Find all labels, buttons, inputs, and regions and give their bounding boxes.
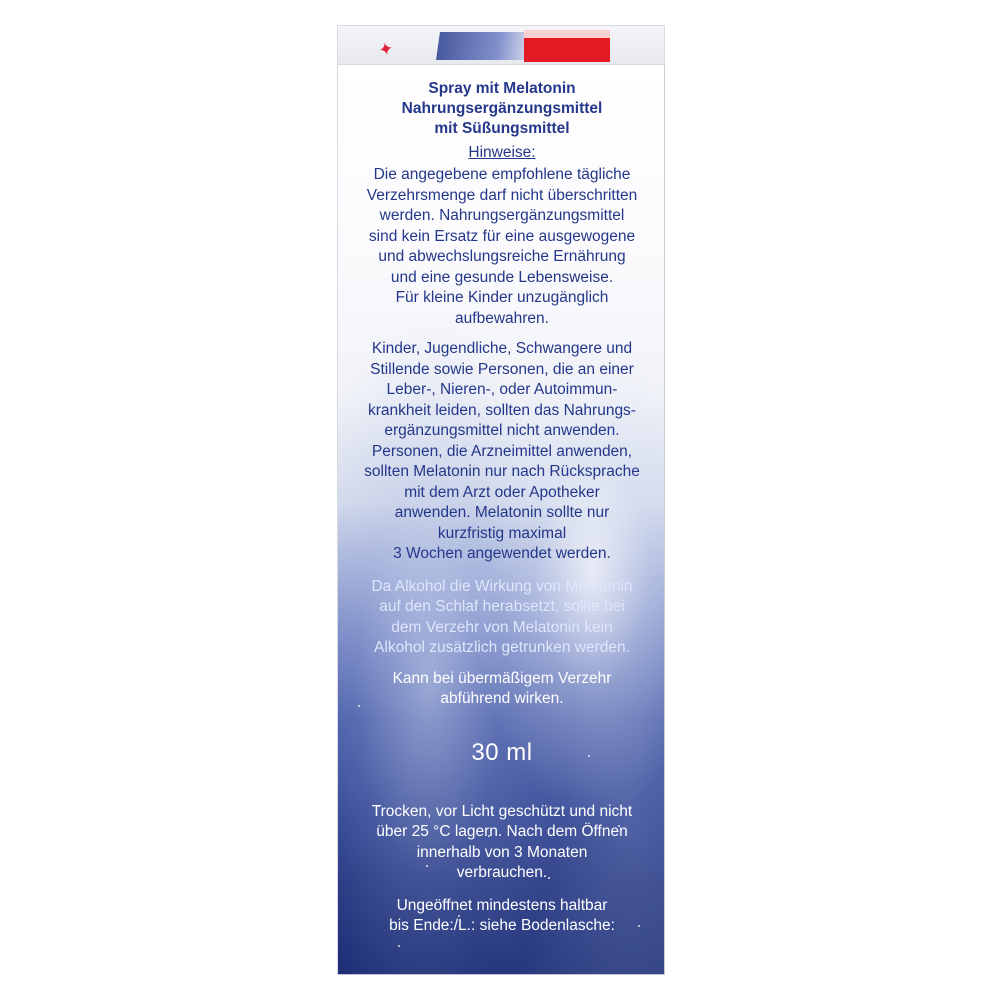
product-title: Spray mit Melatonin Nahrungsergänzungsmittel mit Süßungsmittel [401,80,603,137]
notes-paragraph-intake: Die angegebene empfohlene tägliche Verzehrsmenge darf nicht überschritten werden. Nahrungsergänzungsmittel sind kein Ersatz für eine ausgewogene und abwechslungsreiche Ernährung und eine gesunde Lebensweise. Für kleine Kinder unzugänglich aufbewahren. [366,166,638,327]
carton-side-panel [337,65,665,975]
notes-paragraph-laxative: Kann bei übermäßigem Verzehr abführend wirken. [392,669,612,707]
brand-logo-red-icon: ✦ [376,36,396,60]
red-label-block-icon [524,30,610,62]
notes-paragraph-alcohol: Da Alkohol die Wirkung von Melatonin auf den Schlaf herabsetzt, sollte bei dem Verzehr von Melatonin kein Alkohol zusätzlich getrunken werden. [371,577,633,656]
notes-paragraph-warnings: Kinder, Jugendliche, Schwangere und Stillende sowie Personen, die an einer Leber-, Nieren-, oder Autoimmun- krankheit leiden, sollten das Nahrungs- ergänzungsmittel nicht anwenden. Personen, die Arzneimittel anwenden, sollten Melatonin nur nach Rücksprache mit dem Arzt oder Apotheker anwenden. Melatonin sollte nur kurzfristig maximal 3 Wochen angewendet werden. [364,340,640,562]
carton-top-flap [337,25,665,65]
best-before-note: Ungeöffnet mindestens haltbar bis Ende:/L.: siehe Bodenlasche: [389,896,615,934]
storage-instructions: Trocken, vor Licht geschützt und nicht über 25 °C lagern. Nach dem Öffnen innerhalb von 3 Monaten verbrauchen. [371,802,633,881]
panel-text [338,65,665,937]
notes-heading: Hinweise: [468,144,536,161]
volume-label: 30 ml [471,738,533,766]
